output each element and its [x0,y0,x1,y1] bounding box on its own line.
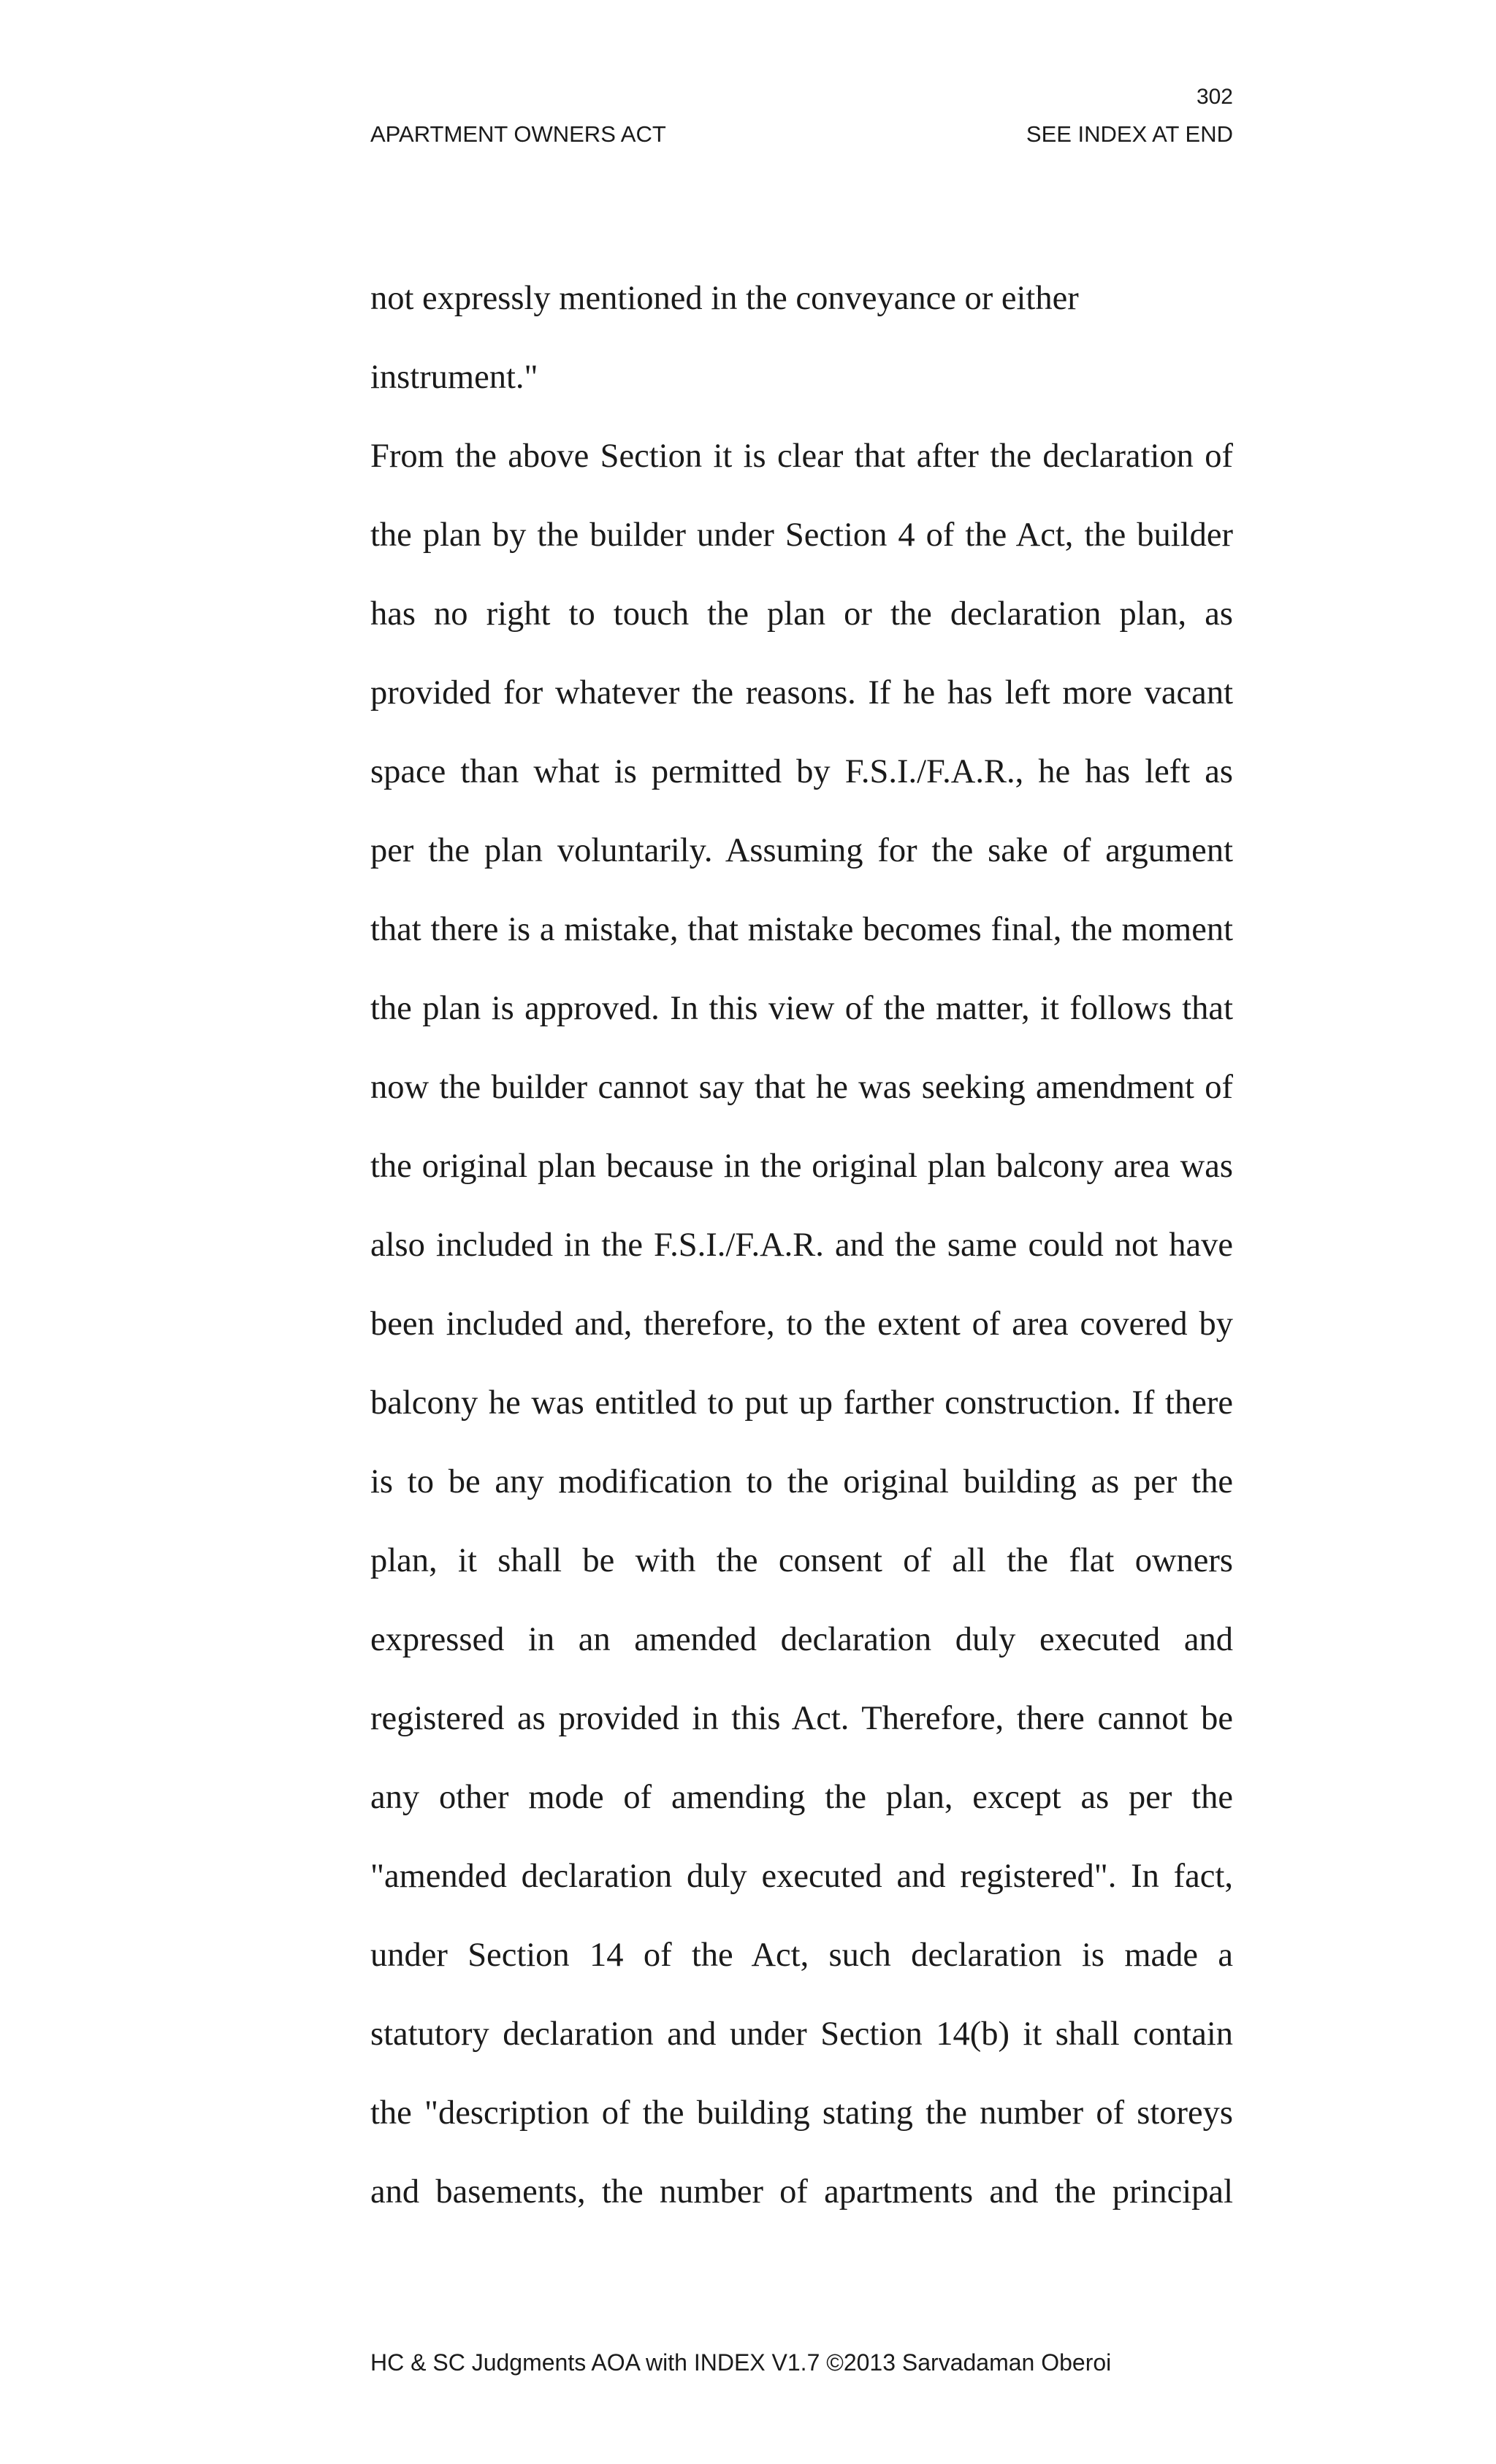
text-line: is to be any modification to the original building as per the [370,1463,1233,1500]
text-line: registered as provided in this Act. Therefore, there cannot be [370,1700,1233,1737]
header-right-note: SEE INDEX AT END [1026,121,1233,147]
text-line: also included in the F.S.I./F.A.R. and the same could not have [370,1227,1233,1264]
text-line: plan, it shall be with the consent of all the flat owners [370,1542,1233,1579]
text-line: any other mode of amending the plan, except as per the [370,1779,1233,1816]
text-line: expressed in an amended declaration duly executed and [370,1621,1233,1658]
text-line: and basements, the number of apartments and the principal [370,2173,1233,2211]
text-line: the plan is approved. In this view of the matter, it follows that [370,990,1233,1027]
text-line: the original plan because in the original plan balcony area was [370,1148,1233,1185]
text-line: statutory declaration and under Section 14(b) it shall contain [370,2015,1233,2053]
text-line: been included and, therefore, to the extent of area covered by [370,1305,1233,1343]
text-line: instrument." [370,359,538,396]
text-line: the plan by the builder under Section 4 of the Act, the builder [370,516,1233,554]
text-line: not expressly mentioned in the conveyance or either [370,280,1079,317]
text-line: space than what is permitted by F.S.I./F.A.R., he has left as [370,753,1233,790]
running-header [370,123,1233,145]
body-text [370,259,1233,2232]
text-line: From the above Section it is clear that after the declaration of [370,438,1233,475]
page-number: 302 [1196,85,1233,109]
text-line: now the builder cannot say that he was seeking amendment of [370,1069,1233,1106]
header-left-title: APARTMENT OWNERS ACT [370,121,666,147]
text-line: provided for whatever the reasons. If he has left more vacant [370,674,1233,712]
text-line: the "description of the building stating the number of storeys [370,2094,1233,2132]
text-line: per the plan voluntarily. Assuming for the sake of argument [370,832,1233,869]
text-line: has no right to touch the plan or the declaration plan, as [370,595,1233,633]
text-line: that there is a mistake, that mistake becomes final, the moment [370,911,1233,948]
page-footer: HC & SC Judgments AOA with INDEX V1.7 ©2013 Sarvadaman Oberoi [370,2349,1112,2376]
text-line: under Section 14 of the Act, such declaration is made a [370,1937,1233,1974]
text-line: "amended declaration duly executed and registered". In fact, [370,1858,1233,1895]
text-line: balcony he was entitled to put up farther construction. If there [370,1384,1233,1422]
